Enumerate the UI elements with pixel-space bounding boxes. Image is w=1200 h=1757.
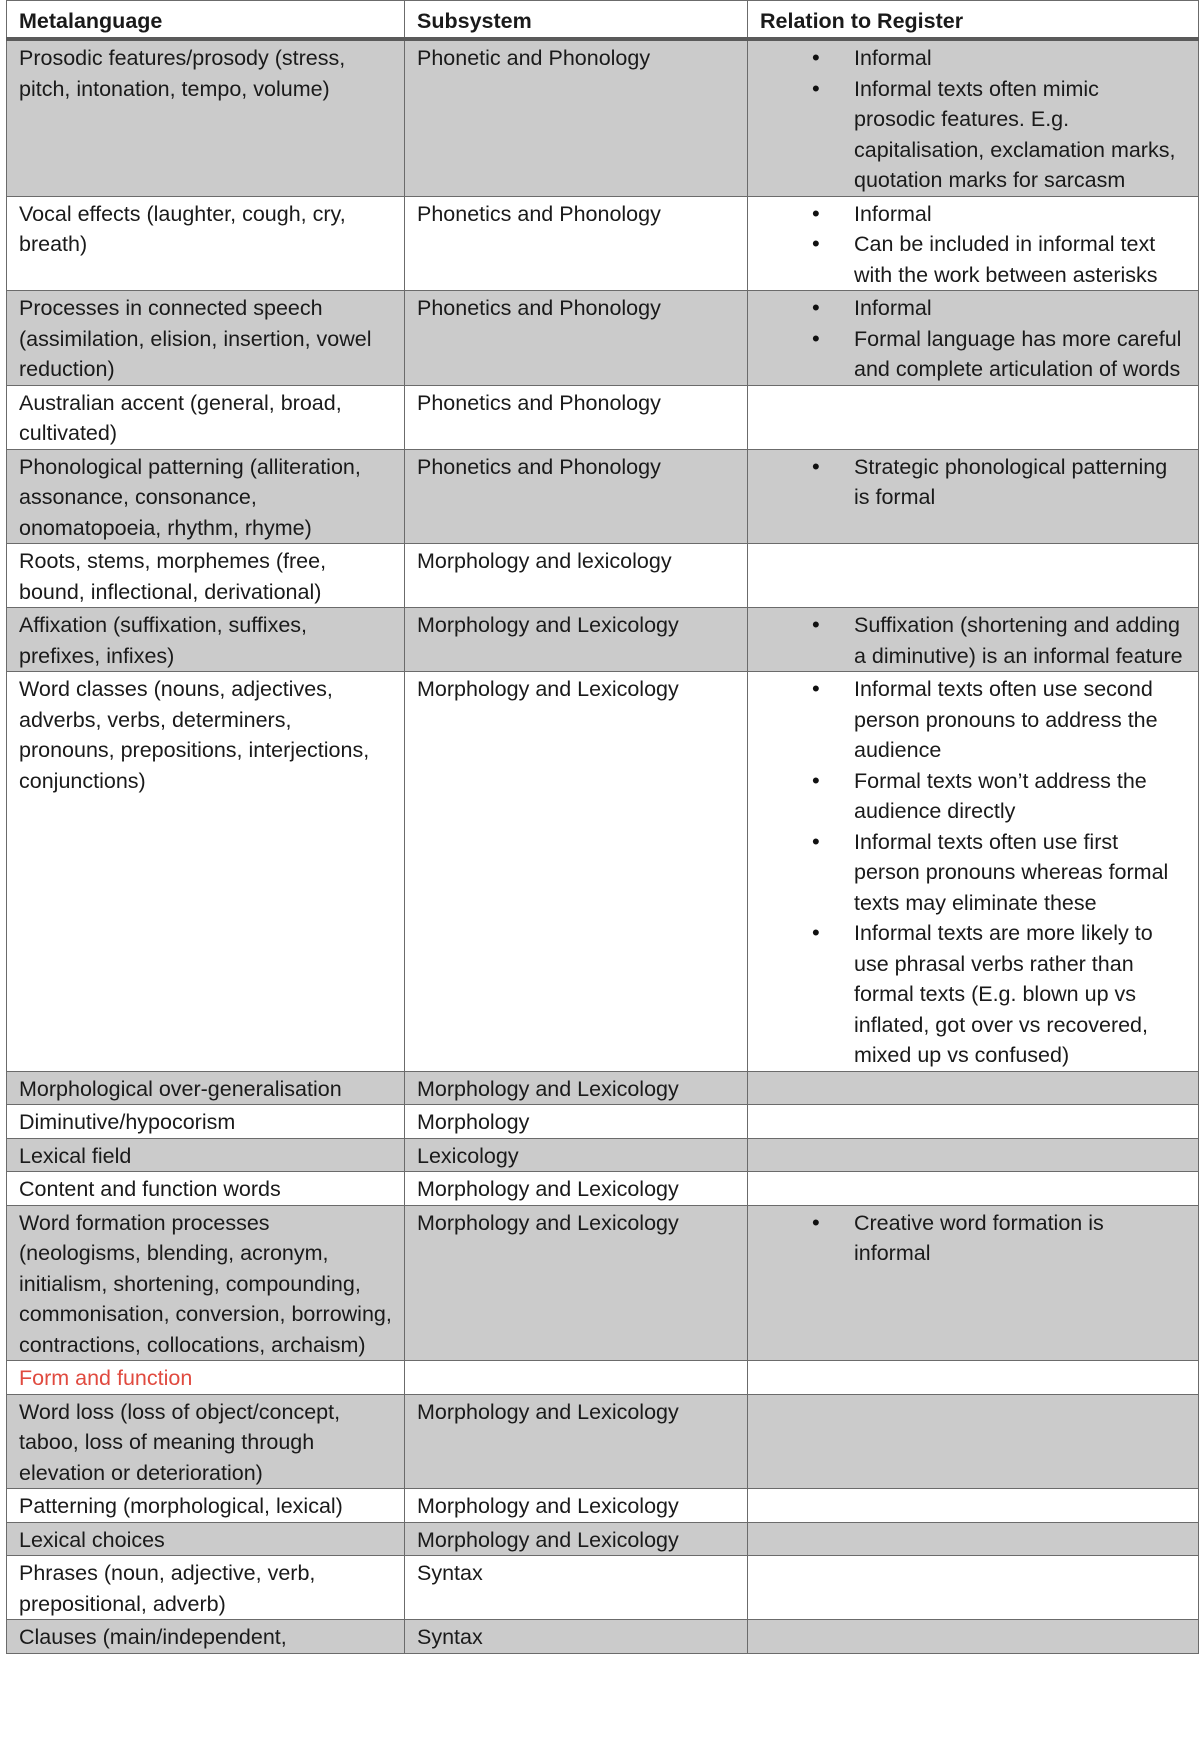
relation-cell [748, 672, 1199, 1072]
relation-cell [748, 39, 1199, 196]
relation-cell [748, 1556, 1199, 1620]
relation-item: • Strategic phonological patterning is formal [760, 452, 1186, 513]
metalanguage-cell: Phonological patterning (alliteration, assonance, consonance, onomatopoeia, rhythm, rhyme) [7, 449, 405, 544]
metalanguage-cell: Morphological over-generalisation [7, 1071, 405, 1105]
metalanguage-cell: Patterning (morphological, lexical) [7, 1489, 405, 1523]
table-row [7, 1172, 1199, 1206]
metalanguage-cell: Lexical choices [7, 1522, 405, 1556]
subsystem-cell: Morphology and Lexicology [405, 1172, 748, 1206]
subsystem-cell: Morphology and Lexicology [405, 672, 748, 1072]
table-row [7, 672, 1199, 1072]
subsystem-cell: Phonetics and Phonology [405, 196, 748, 291]
relation-list [760, 674, 1186, 1071]
relation-list [760, 610, 1186, 671]
table-row [7, 39, 1199, 196]
relation-cell [748, 1172, 1199, 1206]
table-row [7, 608, 1199, 672]
table-row [7, 291, 1199, 386]
table-row [7, 1556, 1199, 1620]
table-row [7, 1361, 1199, 1395]
relation-cell [748, 196, 1199, 291]
metalanguage-cell: Vocal effects (laughter, cough, cry, breath) [7, 196, 405, 291]
relation-item: • Informal [760, 43, 1186, 74]
relation-cell [748, 291, 1199, 386]
metalanguage-cell: Affixation (suffixation, suffixes, prefixes, infixes) [7, 608, 405, 672]
relation-cell [748, 1361, 1199, 1395]
subsystem-cell: Morphology and Lexicology [405, 608, 748, 672]
table-row [7, 1620, 1199, 1654]
relation-item: • Formal texts won’t address the audience directly [760, 766, 1186, 827]
metalanguage-cell: Word formation processes (neologisms, blending, acronym, initialism, shortening, compounding, commonisation, conversion, borrowing, contractions, collocations, archaism) [7, 1205, 405, 1361]
relation-list [760, 293, 1186, 385]
table-body [7, 39, 1199, 1653]
table-row [7, 1138, 1199, 1172]
relation-cell [748, 1620, 1199, 1654]
document-page [6, 0, 1198, 1654]
relation-list [760, 199, 1186, 291]
relation-item: • Informal [760, 199, 1186, 230]
relation-item: • Informal texts often mimic prosodic features. E.g. capitalisation, exclamation marks, quotation marks for sarcasm [760, 74, 1186, 196]
subsystem-cell: Phonetics and Phonology [405, 385, 748, 449]
metalanguage-cell: Content and function words [7, 1172, 405, 1206]
subsystem-cell: Phonetics and Phonology [405, 449, 748, 544]
header-subsystem: Subsystem [405, 1, 748, 40]
relation-item: • Informal [760, 293, 1186, 324]
subsystem-cell: Syntax [405, 1556, 748, 1620]
relation-item: • Informal texts often use second person pronouns to address the audience [760, 674, 1186, 766]
relation-cell [748, 449, 1199, 544]
subsystem-cell: Morphology and lexicology [405, 544, 748, 608]
relation-item: • Creative word formation is informal [760, 1208, 1186, 1269]
relation-list [760, 43, 1186, 196]
metalanguage-cell-highlighted: Form and function [7, 1361, 405, 1395]
relation-cell [748, 1205, 1199, 1361]
relation-item: • Informal texts often use first person pronouns whereas formal texts may eliminate these [760, 827, 1186, 919]
relation-cell [748, 1138, 1199, 1172]
metalanguage-cell: Phrases (noun, adjective, verb, prepositional, adverb) [7, 1556, 405, 1620]
metalanguage-cell: Australian accent (general, broad, cultivated) [7, 385, 405, 449]
relation-item: • Can be included in informal text with the work between asterisks [760, 229, 1186, 290]
subsystem-cell: Morphology and Lexicology [405, 1489, 748, 1523]
header-metalanguage: Metalanguage [7, 1, 405, 40]
metalanguage-cell: Clauses (main/independent, [7, 1620, 405, 1654]
subsystem-cell: Morphology and Lexicology [405, 1522, 748, 1556]
table-row [7, 385, 1199, 449]
relation-list [760, 452, 1186, 513]
relation-cell [748, 1522, 1199, 1556]
table-row [7, 1105, 1199, 1139]
table-row [7, 1522, 1199, 1556]
relation-cell [748, 1071, 1199, 1105]
relation-item: • Suffixation (shortening and adding a diminutive) is an informal feature [760, 610, 1186, 671]
relation-cell [748, 1394, 1199, 1489]
subsystem-cell: Morphology and Lexicology [405, 1071, 748, 1105]
header-row [7, 1, 1199, 40]
table-row [7, 544, 1199, 608]
relation-cell [748, 544, 1199, 608]
header-relation-to-register: Relation to Register [748, 1, 1199, 40]
metalanguage-cell: Processes in connected speech (assimilation, elision, insertion, vowel reduction) [7, 291, 405, 386]
table-row [7, 449, 1199, 544]
subsystem-cell: Lexicology [405, 1138, 748, 1172]
metalanguage-cell: Word loss (loss of object/concept, taboo, loss of meaning through elevation or deterioration) [7, 1394, 405, 1489]
subsystem-cell: Syntax [405, 1620, 748, 1654]
relation-item: • Formal language has more careful and complete articulation of words [760, 324, 1186, 385]
metalanguage-cell: Diminutive/hypocorism [7, 1105, 405, 1139]
metalanguage-table [6, 0, 1199, 1654]
subsystem-cell: Morphology and Lexicology [405, 1394, 748, 1489]
table-row [7, 1205, 1199, 1361]
subsystem-cell: Morphology [405, 1105, 748, 1139]
subsystem-cell: Phonetics and Phonology [405, 291, 748, 386]
relation-cell [748, 1489, 1199, 1523]
table-header [7, 1, 1199, 40]
relation-list [760, 1208, 1186, 1269]
relation-cell [748, 1105, 1199, 1139]
metalanguage-cell: Word classes (nouns, adjectives, adverbs, verbs, determiners, pronouns, prepositions, interjections, conjunctions) [7, 672, 405, 1072]
table-row [7, 1489, 1199, 1523]
table-row [7, 1071, 1199, 1105]
relation-cell [748, 608, 1199, 672]
metalanguage-cell: Roots, stems, morphemes (free, bound, inflectional, derivational) [7, 544, 405, 608]
subsystem-cell: Phonetic and Phonology [405, 39, 748, 196]
subsystem-cell [405, 1361, 748, 1395]
subsystem-cell: Morphology and Lexicology [405, 1205, 748, 1361]
metalanguage-cell: Lexical field [7, 1138, 405, 1172]
table-row [7, 196, 1199, 291]
table-row [7, 1394, 1199, 1489]
relation-cell [748, 385, 1199, 449]
metalanguage-cell: Prosodic features/prosody (stress, pitch, intonation, tempo, volume) [7, 39, 405, 196]
relation-item: • Informal texts are more likely to use phrasal verbs rather than formal texts (E.g. blown up vs inflated, got over vs recovered, mixed up vs confused) [760, 918, 1186, 1071]
